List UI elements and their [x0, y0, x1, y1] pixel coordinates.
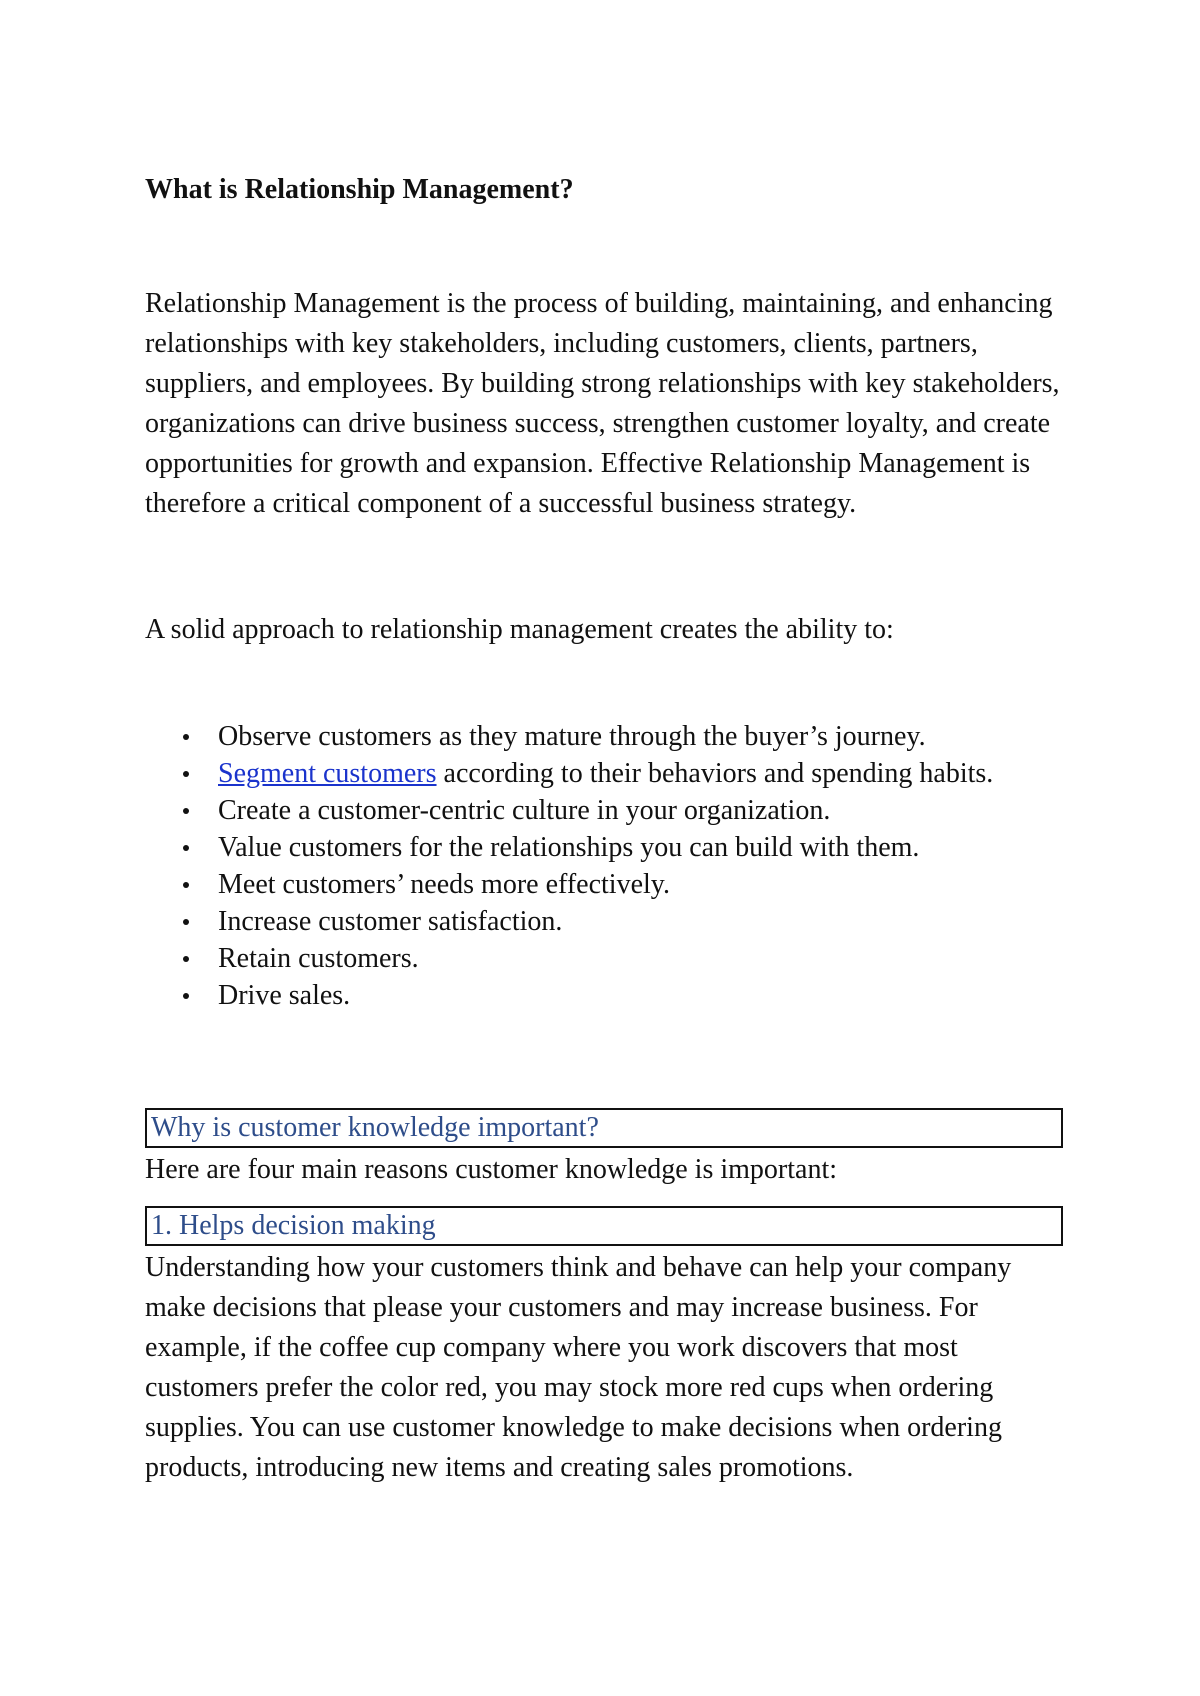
bullet-icon [183, 771, 189, 777]
list-item [145, 940, 1065, 977]
bullet-icon [183, 993, 189, 999]
list-item-text: Retain customers. [218, 943, 419, 974]
bullet-icon [183, 734, 189, 740]
list-item-text: Value customers for the relationships you can build with them. [218, 832, 920, 863]
decision-making-paragraph: Understanding how your customers think and behave can help your company make decisions that please your customers and may increase business. For example, if the coffee cup company where you work discovers that most customers prefer the color red, you may stock more red cups when ordering supplies. You can use customer knowledge to make decisions when ordering products, introducing new items and creating sales promotions. [145, 1252, 1012, 1483]
lead-paragraph: A solid approach to relationship management creates the ability to: [145, 614, 894, 645]
bullet-icon [183, 919, 189, 925]
section-heading: Why is customer knowledge important? [145, 1108, 1063, 1148]
list-item-text: Observe customers as they mature through the buyer’s journey. [218, 721, 926, 752]
list-item [145, 866, 1065, 903]
list-item-text: Increase customer satisfaction. [218, 906, 563, 937]
bullet-icon [183, 845, 189, 851]
bullet-icon [183, 956, 189, 962]
list-item [145, 792, 1065, 829]
intro-paragraph: Relationship Management is the process of building, maintaining, and enhancing relationships with key stakeholders, including customers, clients, partners, suppliers, and employees. By building strong relationships with key stakeholders, organizations can drive business success, strengthen customer loyalty, and create opportunities for growth and expansion. Effective Relationship Management is therefore a critical component of a successful business strategy. [145, 288, 1060, 519]
benefits-list [145, 718, 1065, 1014]
list-item [145, 718, 1065, 755]
bullet-icon [183, 808, 189, 814]
list-item-text: Meet customers’ needs more effectively. [218, 869, 670, 900]
list-item-text: Create a customer-centric culture in your organization. [218, 795, 831, 826]
list-item-text: according to their behaviors and spending habits. [443, 758, 994, 789]
list-item [145, 755, 1065, 792]
section-intro: Here are four main reasons customer knowledge is important: [145, 1154, 838, 1185]
list-item [145, 977, 1065, 1014]
page-title: What is Relationship Management? [145, 174, 574, 205]
segment-customers-link[interactable]: Segment customers [218, 758, 437, 789]
bullet-icon [183, 882, 189, 888]
list-item-text: Drive sales. [218, 980, 351, 1011]
list-item [145, 829, 1065, 866]
subheading-decision-making: 1. Helps decision making [145, 1206, 1063, 1246]
list-item [145, 903, 1065, 940]
